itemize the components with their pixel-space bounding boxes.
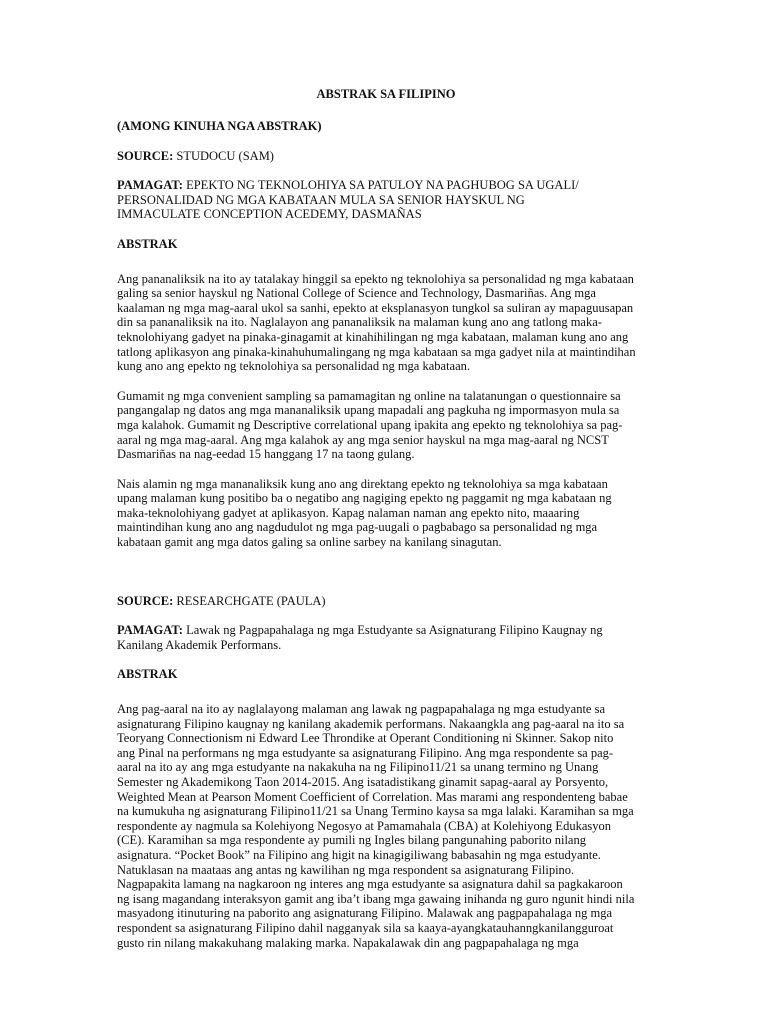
pamagat-text: Lawak ng Pagpapahalaga ng mga Estudyante sa Asignaturang Filipino Kaugnay ng [182,623,603,638]
text-line: maintindihan kung ano ang nagdudulot ng mga pag-uugali o pagbabago sa personalidad ng mga [117,520,598,535]
abstract-paragraph-4 [117,702,655,950]
pamagat-block-1 [117,178,655,222]
text-line: Gumamit ng mga convenient sampling sa pamamagitan ng online na talatanungan o questionnaire sa [117,388,621,403]
text-line: respondente ay nagmula sa Kolehiyong Negosyo at Pamamahala (CBA) at Kolehiyong Edukasyon [117,818,611,833]
abstract-paragraph-2 [117,389,655,462]
source-line-1 [117,149,655,164]
pamagat-line [117,623,655,638]
text-line: maka-teknolohiyang gadyet at aplikasyon. Kapag nalaman naman ang epekto nito, maaaring [117,505,580,520]
text-line: kaalaman ng mga mag-aaral ukol sa sanhi, epekto at eksplanasyon tungkol sa suliran ay mapaguusapan [117,300,634,315]
source-value: STUDOCU (SAM) [173,148,274,163]
text-line: tatlong aplikasyon ang pinaka-kinahuhumalingang ng mga kabataan sa mga gadyet nila at maintindihan [117,344,636,359]
text-line: aaral ng mga mag-aaral. Ang mga kalahok ay ang mga senior hayskul na mga mag-aaral ng NCST [117,432,609,447]
text-line: asignatura. “Pocket Book” na Filipino ang higit na kinagigiliwang babasahin ng mga estudyante. [117,847,601,862]
text-line: ang Pinal na performans ng mga estudyante sa asignaturang Filipino. Ang mga respondente sa pag- [117,745,614,760]
pamagat-line [117,178,655,193]
text-line: upang malaman kung positibo ba o negatibo ang nagiging epekto ng paggamit ng mga kabataan ng [117,491,612,506]
text-line: kung ano ang epekto ng teknolohiya sa personalidad ng mga kabataan. [117,359,471,374]
document-title: ABSTRAK SA FILIPINO [316,87,456,101]
text-line: Ang pananaliksik na ito ay tatalakay hinggil sa epekto ng teknolohiya sa personalidad ng mga kabataan [117,271,634,286]
pamagat-line: Kanilang Akademik Performans. [117,637,282,652]
abstract-paragraph-3 [117,477,655,550]
pamagat-label: PAMAGAT: [117,178,183,193]
text-line: Nais alamin ng mga mananaliksik kung ano ang direktang epekto ng teknolohiya sa mga kabataan [117,476,608,491]
text-line: Ang pag-aaral na ito ay naglalayong malaman ang lawak ng pagpapahalaga ng mga estudyante sa [117,702,606,717]
text-line: masyadong itinuturing na paborito ang asignaturang Filipino. Malawak ang pagpapahalaga ng mga [117,906,613,921]
text-line: pangangalap ng datos ang mga mananaliksik upang mapadali ang pagkuha ng impormasyon mula sa [117,403,620,418]
text-line: teknolohiyang gadyet na pinaka-ginagamit at kinahihilingan ng mga kabataan, malaman kung ano ang [117,329,629,344]
source-label: SOURCE: [117,593,174,608]
text-line: din sa pananaliksik na ito. Naglalayon ang pananaliksik na malaman kung ano ang tatlong maka- [117,315,602,330]
text-line: Weighted Mean at Pearson Moment Coefficient of Correlation. Mas marami ang respondenteng babae [117,789,628,804]
source-label: SOURCE: [117,148,174,163]
text-line: Nagpapakita lamang na nagkaroon ng interes ang mga estudyante sa asignatura dahil sa pagkakaroon [117,877,623,892]
text-line: Dasmariñas na nag-eedad 15 hanggang 17 na taong gulang. [117,447,415,462]
text-line: mga kalahok. Gumamit ng Descriptive correlational upang ipakita ang epekto ng teknolohiya sa pag- [117,417,623,432]
abstrak-heading-1: ABSTRAK [117,236,178,251]
text-line: Teoryang Connectionism ni Edward Lee Throndike at Operant Conditioning ni Skinner. Sakop nito [117,731,614,746]
text-line: respondent sa asignaturang Filipino dahil nagganyak sila sa kaaya-ayangkatauhanngkanilangguroat [117,920,614,935]
abstract-paragraph-1 [117,272,655,374]
abstrak-heading-2: ABSTRAK [117,667,178,682]
text-line: Natuklasan na maataas ang antas ng kawilihan ng mga respondent sa asignaturang Filipino. [117,862,575,877]
document-page [117,87,655,950]
pamagat-label: PAMAGAT: [117,623,183,638]
source-line-2 [117,594,655,609]
text-line: galing sa senior hayskul ng National College of Science and Technology, Dasmariñas. Ang mga [117,286,596,301]
text-line: na kumukuha ng asignaturang Filipino11/21 sa Unang Termino kaysa sa mga lalaki. Karamihan sa mga [117,804,634,819]
pamagat-text: EPEKTO NG TEKNOLOHIYA SA PATULOY NA PAGHUBOG SA UGALI/ [182,178,579,193]
pamagat-block-2 [117,623,655,652]
text-line: (CE). Karamihan sa mga respondente ay pumili ng Ingles bilang pangunahing paborito nilang [117,833,586,848]
text-line: gusto rin nilang makakuhang malaking marka. Napakalawak din ang pagpapahalaga ng mga [117,935,579,950]
source-value: RESEARCHGATE (PAULA) [173,593,326,608]
pamagat-line: PERSONALIDAD NG MGA KABATAAN MULA SA SENIOR HAYSKUL NG [117,192,525,207]
text-line: ng isang magandang interaksyon gamit ang iba’t ibang mga gawaing inihanda ng guro ngunit hindi nila [117,891,635,906]
text-line: kabataan gamit ang mga datos galing sa online sarbey na kanilang sinagutan. [117,535,502,550]
text-line: Semester ng Akademikong Taon 2014-2015. Ang isatadistikang ginamit sapag-aaral ay Porsyento, [117,775,609,789]
text-line: aaral na ito ay ang mga estudyante na nakakuha na ng Filipino11/21 sa unang termino ng Unang [117,760,599,775]
text-line: asignaturang Filipino kaugnay ng kanilang akademik performans. Nakaangkla ang pag-aaral na ito sa [117,716,625,731]
pamagat-line: IMMACULATE CONCEPTION ACEDEMY, DASMAÑAS [117,207,422,222]
document-subtitle: (AMONG KINUHA NGA ABSTRAK) [117,119,322,133]
